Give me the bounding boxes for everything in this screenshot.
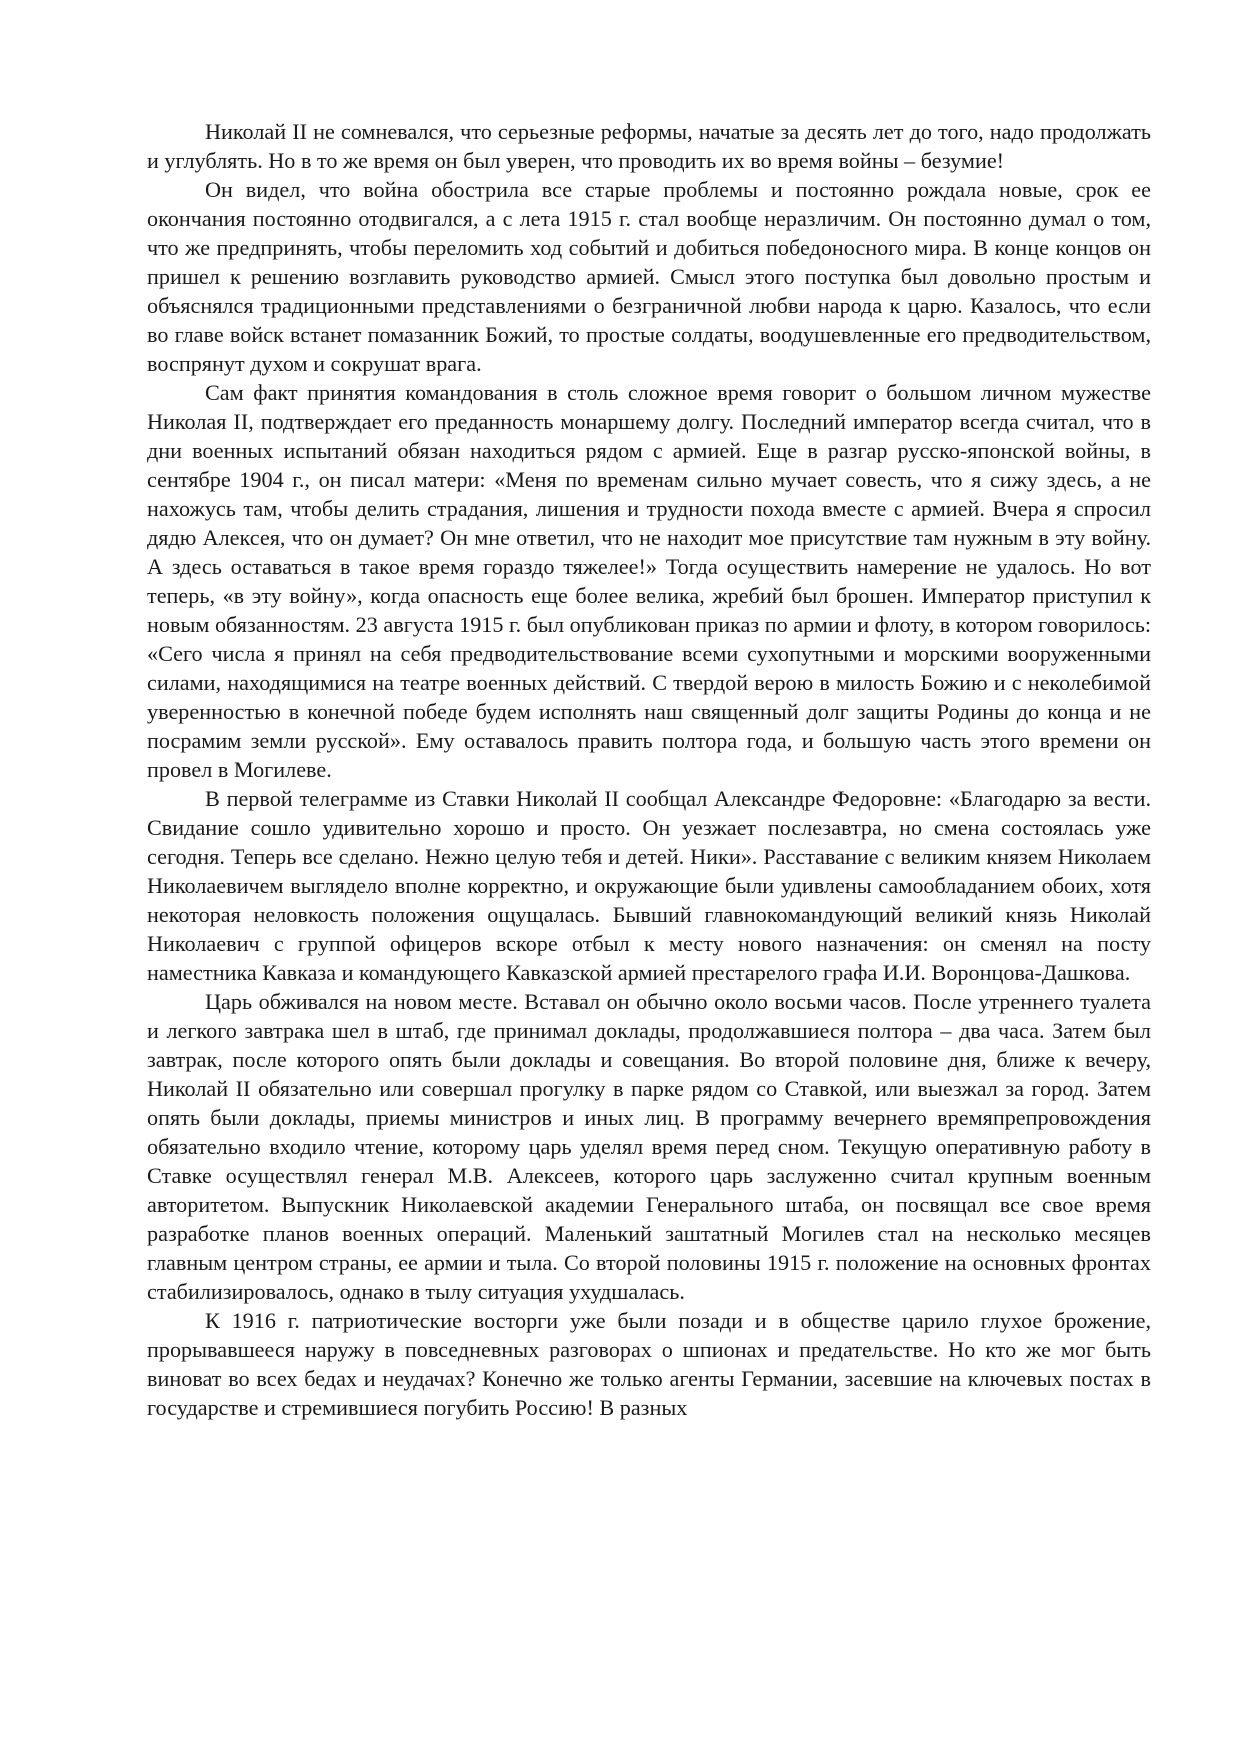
paragraph-5: Царь обживался на новом месте. Вставал он обычно около восьми часов. После утреннего туалета и легкого завтрака шел в штаб, где принимал доклады, продолжавшиеся полтора – два часа. Затем был завтрак, после которого опять были доклады и совещания. Во второй половине дня, ближе к вечеру, Николай II обязательно или совершал прогулку в парке рядом со Ставкой, или выезжал за город. Затем опять были доклады, приемы министров и иных лиц. В программу вечернего времяпрепровождения обязательно входило чтение, которому царь уделял время перед сном. Текущую оперативную работу в Ставке осуществлял генерал М.В. Алексеев, которого царь заслуженно считал крупным военным авторитетом. Выпускник Николаевской академии Генерального штаба, он посвящал все свое время разработке планов военных операций. Маленький заштатный Могилев стал на несколько месяцев главным центром страны, ее армии и тыла. Со второй половины 1915 г. положение на основных фронтах стабилизировалось, однако в тылу ситуация ухудшалась. [147,989,1151,1304]
paragraph-6: К 1916 г. патриотические восторги уже были позади и в обществе царило глухое брожение, прорывавшееся наружу в повседневных разговорах о шпионах и предательстве. Но кто же мог быть виноват во всех бедах и неудачах? Конечно же только агенты Германии, засевшие на ключевых постах в государстве и стремившиеся погубить Россию! В разных [147,1308,1151,1420]
paragraph-2: Он видел, что война обострила все старые проблемы и постоянно рождала новые, срок ее окончания постоянно отодвигался, а с лета 1915 г. стал вообще неразличим. Он постоянно думал о том, что же предпринять, чтобы переломить ход событий и добиться победоносного мира. В конце концов он пришел к решению возглавить руководство армией. Смысл этого поступка был довольно простым и объяснялся традиционными представлениями о безграничной любви народа к царю. Казалось, что если во главе войск встанет помазанник Божий, то простые солдаты, воодушевленные его предводительством, воспрянут духом и сокрушат врага. [147,177,1151,376]
paragraph-3: Сам факт принятия командования в столь сложное время говорит о большом личном мужестве Николая II, подтверждает его преданность монаршему долгу. Последний император всегда считал, что в дни военных испытаний обязан находиться рядом с армией. Еще в разгар русско-японской войны, в сентябре 1904 г., он писал матери: «Меня по временам сильно мучает совесть, что я сижу здесь, а не нахожусь там, чтобы делить страдания, лишения и трудности похода вместе с армией. Вчера я спросил дядю Алексея, что он думает? Он мне ответил, что не находит мое присутствие там нужным в эту войну. А здесь оставаться в такое время гораздо тяжелее!» Тогда осуществить намерение не удалось. Но вот теперь, «в эту войну», когда опасность еще более велика, жребий был брошен. Император приступил к новым обязанностям. 23 августа 1915 г. был опубликован приказ по армии и флоту, в котором говорилось: «Сего числа я принял на себя предводительствование всеми сухопутными и морскими вооруженными силами, находящимися на театре военных действий. С твердой верою в милость Божию и с неколебимой уверенностью в конечной победе будем исполнять наш священный долг защиты Родины до конца и не посрамим земли русской». Ему оставалось править полтора года, и большую часть этого времени он провел в Могилеве. [147,380,1151,782]
paragraph-4: В первой телеграмме из Ставки Николай II сообщал Александре Федоровне: «Благодарю за вести. Свидание сошло удивительно хорошо и просто. Он уезжает послезавтра, но смена состоялась уже сегодня. Теперь все сделано. Нежно целую тебя и детей. Ники». Расставание с великим князем Николаем Николаевичем выглядело вполне корректно, и окружающие были удивлены самообладанием обоих, хотя некоторая неловкость положения ощущалась. Бывший главнокомандующий великий князь Николай Николаевич с группой офицеров вскоре отбыл к месту нового назначения: он сменял на посту наместника Кавказа и командующего Кавказской армией престарелого графа И.И. Воронцова-Дашкова. [147,786,1151,985]
paragraph-1: Николай II не сомневался, что серьезные реформы, начатые за десять лет до того, надо продолжать и углублять. Но в то же время он был уверен, что проводить их во время войны – безумие! [147,119,1151,173]
document-page [147,117,1151,1422]
